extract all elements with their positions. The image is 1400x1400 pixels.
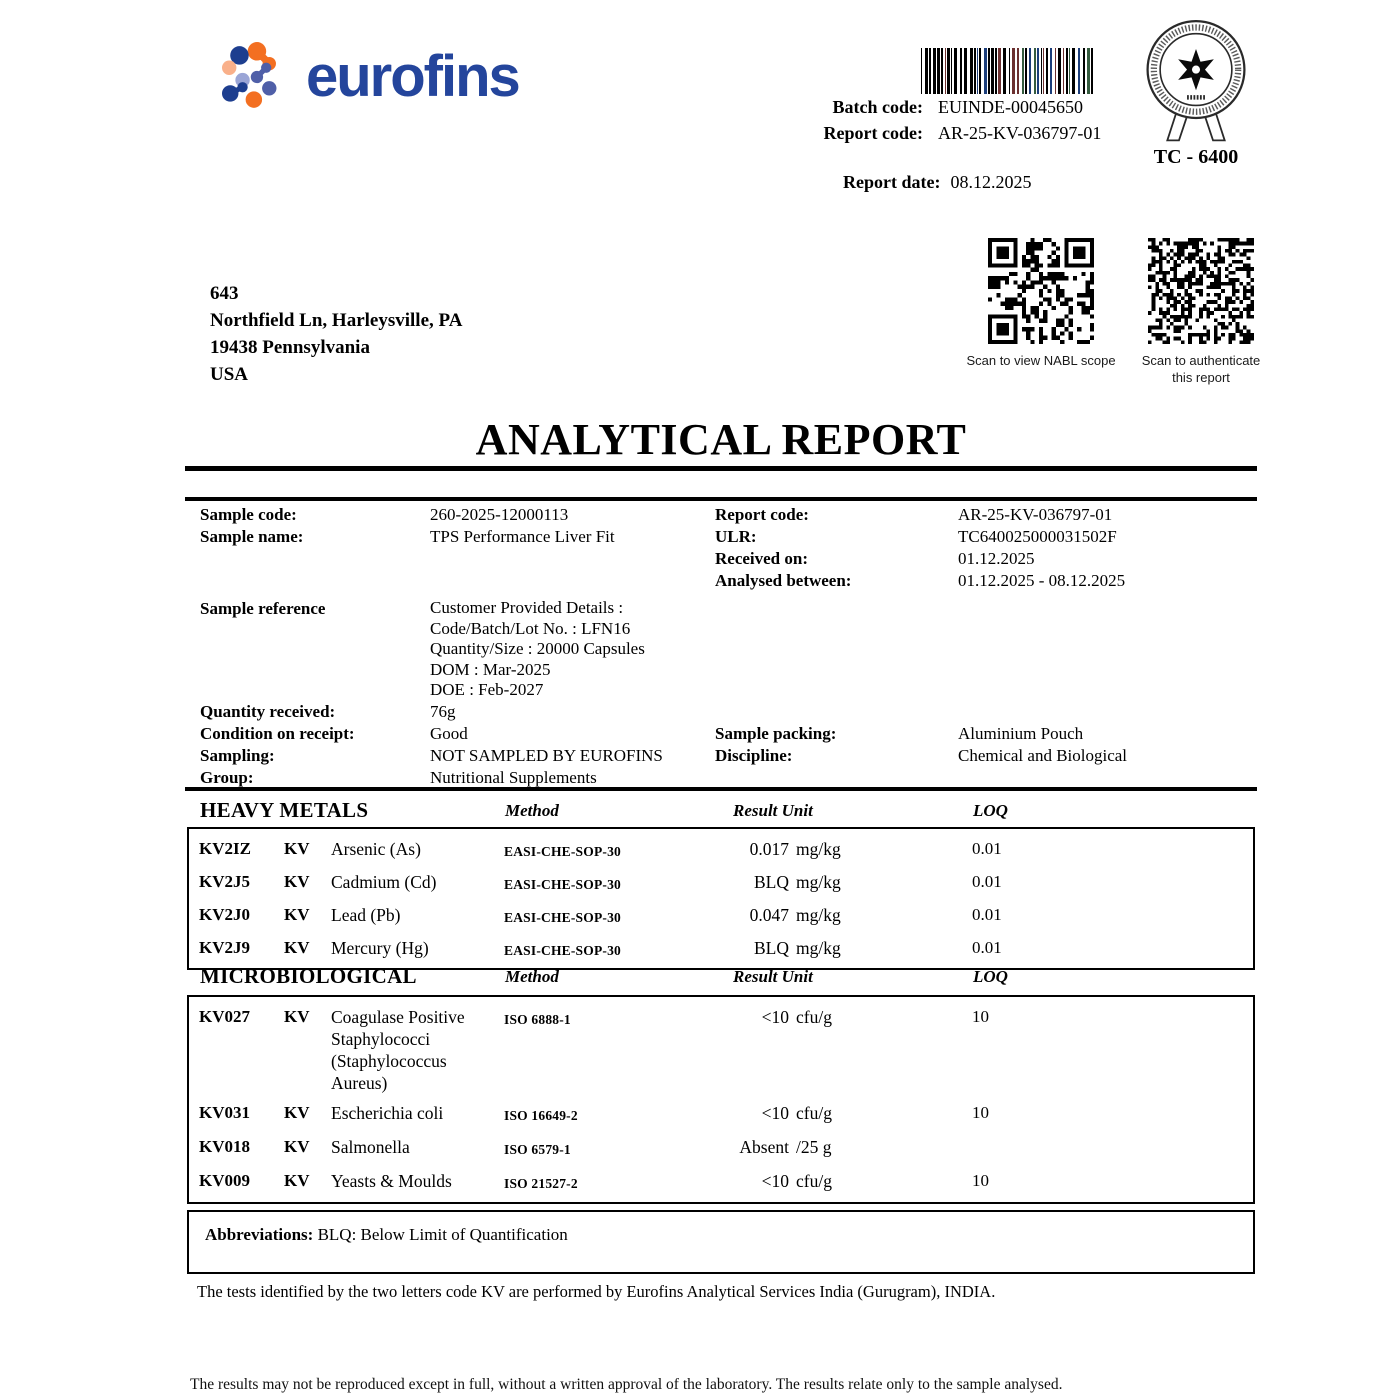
table-row	[199, 831, 1253, 864]
label: Received on:	[715, 549, 809, 568]
address-line: USA	[210, 364, 249, 385]
value: TC640025000031502F	[958, 527, 1117, 546]
parameter-name: Mercury (Hg)	[331, 938, 429, 958]
value: Aluminium Pouch	[958, 723, 1084, 743]
label: ULR:	[715, 527, 757, 546]
table-row	[199, 930, 1253, 963]
abbreviations-box	[187, 1210, 1255, 1274]
parameter-name: Lead (Pb)	[331, 905, 401, 925]
label: Group:	[200, 767, 254, 787]
loq-value: 0.01	[972, 839, 1002, 858]
result-unit: /25 g	[796, 1137, 832, 1157]
info-row	[200, 548, 1257, 570]
nabl-seal-icon	[1138, 14, 1254, 144]
label: Sample code:	[200, 505, 297, 524]
test-code: KV2IZ	[199, 839, 251, 858]
info-row	[200, 723, 1257, 745]
section-title: MICROBIOLOGICAL	[200, 964, 417, 988]
result-unit: mg/kg	[796, 938, 841, 958]
parameter-name: Arsenic (As)	[331, 839, 421, 859]
loq-value: 0.01	[972, 872, 1002, 891]
test-code: KV2J5	[199, 872, 250, 891]
loq-value: 0.01	[972, 938, 1002, 957]
column-header-result-unit: Result Unit	[733, 967, 813, 986]
column-header-method: Method	[505, 967, 559, 986]
table-row	[199, 864, 1253, 897]
method-code: ISO 16649-2	[504, 1108, 578, 1123]
test-code: KV2J0	[199, 905, 250, 924]
value: Good	[430, 723, 468, 743]
eurofins-logo	[222, 40, 519, 114]
report-code-value: AR-25-KV-036797-01	[938, 123, 1102, 143]
info-row	[200, 526, 1257, 548]
test-code: KV018	[199, 1137, 250, 1156]
result-unit: cfu/g	[796, 1103, 832, 1123]
method-code: EASI-CHE-SOP-30	[504, 910, 622, 925]
address-line: 643	[210, 283, 239, 304]
info-row	[200, 504, 1257, 526]
label: Sample reference	[200, 599, 326, 618]
result-unit: mg/kg	[796, 872, 841, 892]
label: Sampling:	[200, 745, 275, 765]
result-value: BLQ	[754, 938, 789, 958]
label: Sample name:	[200, 527, 304, 546]
value: Nutritional Supplements	[430, 767, 597, 787]
test-code: KV2J9	[199, 938, 250, 957]
table-row	[199, 999, 1253, 1095]
customer-address	[210, 280, 462, 388]
column-header-result-unit: Result Unit	[733, 801, 813, 820]
parameter-name: Cadmium (Cd)	[331, 872, 437, 892]
report-date-label: Report date:	[843, 172, 941, 192]
result-value: <10	[761, 1103, 789, 1123]
label: Report code:	[715, 505, 809, 524]
loq-value: 0.01	[972, 905, 1002, 924]
loq-value: 10	[972, 1171, 989, 1190]
result-value: 0.047	[749, 905, 789, 925]
batch-code-value: EUINDE-00045650	[938, 97, 1083, 117]
result-unit: mg/kg	[796, 839, 841, 859]
value: 76g	[430, 701, 456, 721]
loq-value: 10	[972, 1007, 989, 1026]
method-code: EASI-CHE-SOP-30	[504, 877, 622, 892]
column-header-loq: LOQ	[973, 967, 1008, 986]
qr-caption: Scan to authenticate this report	[1141, 353, 1261, 385]
value: AR-25-KV-036797-01	[958, 505, 1113, 524]
nabl-seal	[1138, 14, 1254, 169]
qr-code-icon	[1148, 238, 1254, 344]
lab-code: KV	[284, 1137, 310, 1156]
method-code: EASI-CHE-SOP-30	[504, 943, 622, 958]
report-footer: The results may not be reproduced except in full, without a written approval of the laboratory. The results relate only to the sample analysed.	[190, 1376, 1063, 1393]
batch-code-label: Batch code:	[832, 97, 923, 117]
divider	[185, 466, 1257, 471]
eurofins-molecule-icon	[222, 40, 296, 114]
code-block	[795, 94, 1148, 146]
table-row	[199, 1163, 1253, 1197]
label: Sample packing:	[715, 723, 837, 743]
tc-code: TC - 6400	[1153, 146, 1239, 168]
abbreviations-label: Abbreviations:	[205, 1225, 314, 1244]
info-row	[200, 598, 1257, 701]
address-line: Northfield Ln, Harleysville, PA	[210, 310, 463, 331]
divider	[185, 787, 1257, 791]
result-unit: cfu/g	[796, 1007, 832, 1027]
lab-code: KV	[284, 872, 310, 891]
value: Chemical and Biological	[958, 745, 1128, 765]
result-unit: mg/kg	[796, 905, 841, 925]
label: Quantity received:	[200, 701, 336, 721]
section-title: HEAVY METALS	[200, 798, 369, 822]
result-value: <10	[761, 1171, 789, 1191]
label: Condition on receipt:	[200, 723, 355, 743]
value: 260-2025-12000113	[430, 505, 569, 524]
table-row	[199, 1129, 1253, 1163]
heavy-metals-table	[187, 827, 1255, 970]
microbiological-header	[185, 964, 1257, 994]
sample-info-section	[185, 504, 1257, 789]
parameter-name: Coagulase Positive Staphylococci (Staphylococcus Aureus)	[331, 1007, 465, 1093]
column-header-loq: LOQ	[973, 801, 1008, 820]
lab-code: KV	[284, 1171, 310, 1190]
heavy-metals-header	[185, 798, 1257, 828]
result-value: 0.017	[749, 839, 789, 859]
label: Analysed between:	[715, 571, 852, 590]
value: TPS Performance Liver Fit	[430, 527, 615, 546]
address-line: 19438 Pennsylvania	[210, 337, 370, 358]
label: Discipline:	[715, 745, 793, 765]
info-row	[200, 745, 1257, 767]
table-row	[199, 1095, 1253, 1129]
eurofins-wordmark: eurofins	[306, 44, 519, 109]
test-code: KV027	[199, 1007, 250, 1026]
result-value: <10	[761, 1007, 789, 1027]
sample-reference-value: Customer Provided Details : Code/Batch/Lot No. : LFN16 Quantity/Size : 20000 Capsules DOM : Mar-2025 DOE : Feb-2027	[430, 598, 645, 699]
method-code: EASI-CHE-SOP-30	[504, 844, 622, 859]
parameter-name: Escherichia coli	[331, 1103, 444, 1123]
value: NOT SAMPLED BY EUROFINS	[430, 745, 663, 765]
qr-caption: Scan to view NABL scope	[966, 353, 1116, 368]
result-unit: cfu/g	[796, 1171, 832, 1191]
info-row	[200, 570, 1257, 592]
lab-code: KV	[284, 1007, 310, 1026]
report-date-value: 08.12.2025	[950, 172, 1032, 192]
result-value: Absent	[739, 1137, 789, 1157]
qr-authenticate	[1126, 238, 1276, 386]
method-code: ISO 6888-1	[504, 1012, 571, 1027]
info-row	[200, 701, 1257, 723]
parameter-name: Yeasts & Moulds	[331, 1171, 452, 1191]
qr-nabl-scope	[966, 238, 1116, 369]
barcode-icon	[921, 48, 1093, 94]
kv-lab-note: The tests identified by the two letters code KV are performed by Eurofins Analytical Services India (Gurugram), INDIA.	[197, 1282, 996, 1301]
report-date	[843, 172, 1031, 193]
page-title: ANALYTICAL REPORT	[475, 415, 967, 464]
qr-code-icon	[988, 238, 1094, 344]
result-value: BLQ	[754, 872, 789, 892]
report-code-label: Report code:	[823, 123, 923, 143]
lab-code: KV	[284, 938, 310, 957]
column-header-method: Method	[505, 801, 559, 820]
divider	[185, 497, 1257, 501]
value: 01.12.2025 - 08.12.2025	[958, 571, 1126, 590]
parameter-name: Salmonella	[331, 1137, 410, 1157]
microbiological-table	[187, 995, 1255, 1204]
table-row	[199, 897, 1253, 930]
test-code: KV009	[199, 1171, 250, 1190]
lab-code: KV	[284, 839, 310, 858]
value: 01.12.2025	[958, 549, 1035, 568]
abbreviations-text: BLQ: Below Limit of Quantification	[313, 1225, 568, 1244]
test-code: KV031	[199, 1103, 250, 1122]
lab-code: KV	[284, 1103, 310, 1122]
method-code: ISO 21527-2	[504, 1176, 578, 1191]
info-row	[200, 767, 1257, 789]
method-code: ISO 6579-1	[504, 1142, 571, 1157]
loq-value: 10	[972, 1103, 989, 1122]
lab-code: KV	[284, 905, 310, 924]
